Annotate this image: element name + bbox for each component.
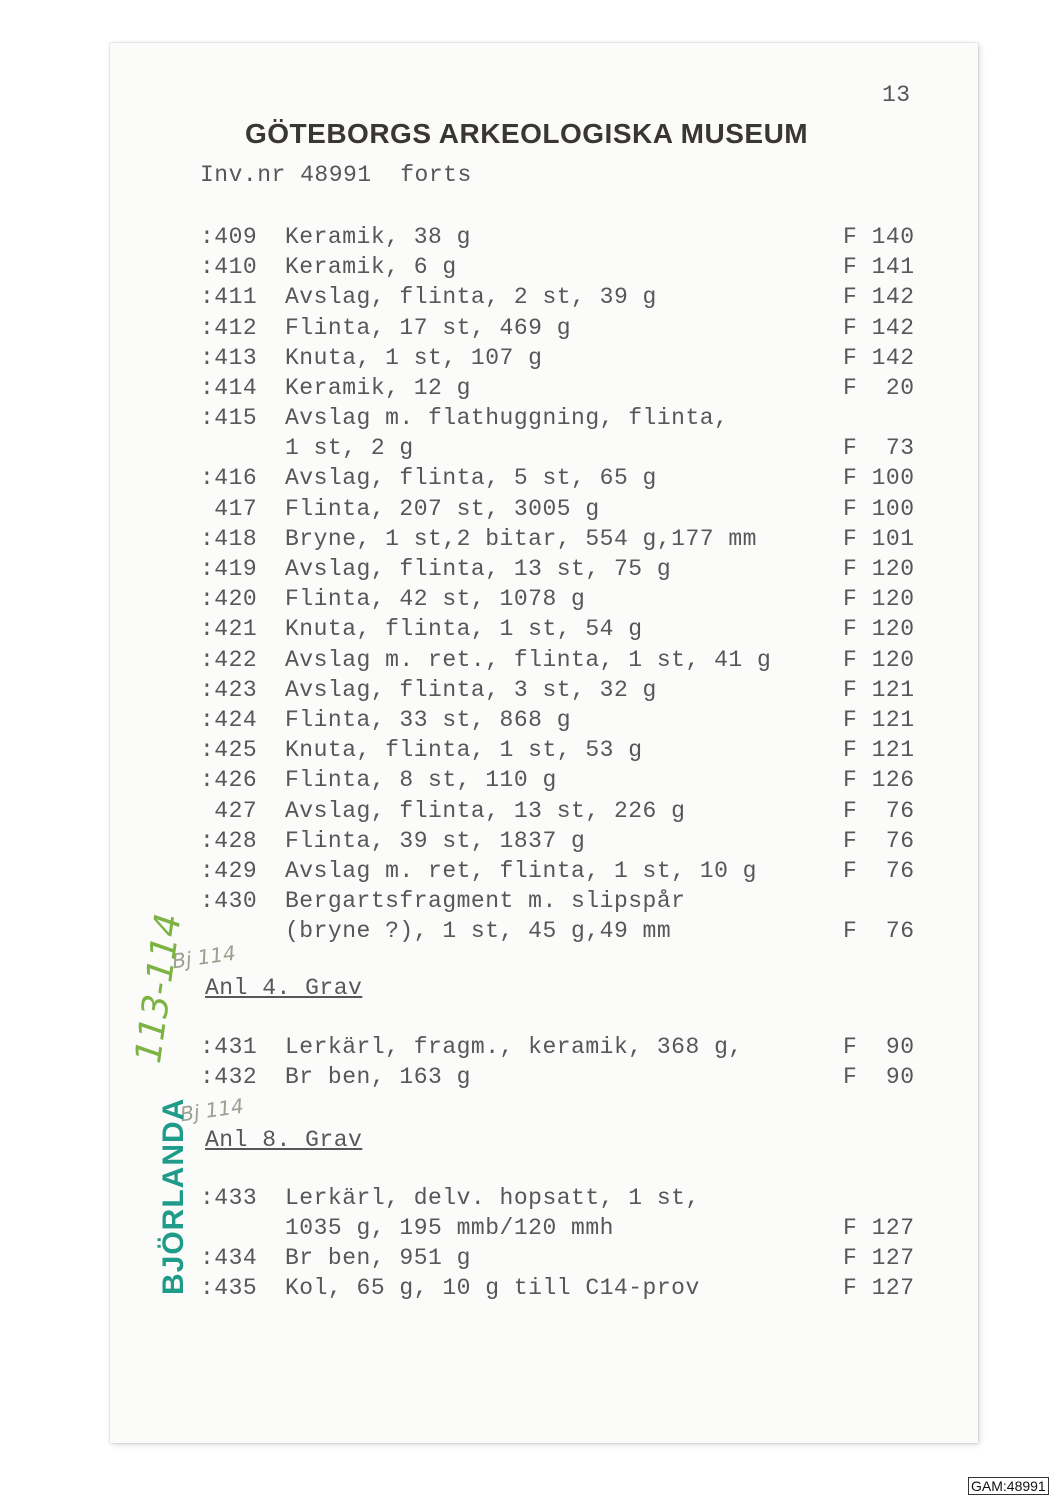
entry-reference: F 126	[843, 767, 915, 794]
entry-number: :421	[200, 616, 258, 643]
inventory-line: Inv.nr 48991 forts	[200, 162, 472, 188]
entry-description: Keramik, 6 g	[285, 254, 457, 281]
entry-description: Avslag m. ret., flinta, 1 st, 41 g	[285, 646, 772, 673]
entry-reference: F 141	[843, 254, 915, 281]
handwritten-note-bj114: Bj 114	[170, 940, 238, 974]
entry-number: 417	[200, 495, 258, 522]
entry-reference: F 142	[843, 314, 915, 341]
entry-number: :426	[200, 767, 258, 794]
location-stamp: BJÖRLANDA	[157, 1097, 190, 1295]
handwritten-note-bj114-2: Bj 114	[178, 1093, 246, 1127]
entry-reference: F 101	[843, 525, 915, 552]
entry-number: :435	[200, 1275, 258, 1302]
entry-description-cont: 1035 g, 195 mmb/120 mmh	[285, 1215, 614, 1241]
entry-number: :409	[200, 224, 258, 250]
entry-number: :423	[200, 676, 258, 703]
entry-reference: F 120	[843, 586, 915, 613]
entry-description: Flinta, 33 st, 868 g	[285, 707, 572, 733]
entry-reference: F 20	[843, 375, 915, 401]
entry-reference: F 127	[843, 1215, 915, 1241]
entry-number: :420	[200, 586, 258, 613]
entry-reference: F 76	[843, 858, 915, 884]
entry-description: Avslag m. ret, flinta, 1 st, 10 g	[285, 858, 757, 884]
entry-reference: F 121	[843, 707, 915, 733]
museum-title: GÖTEBORGS ARKEOLOGISKA MUSEUM	[245, 118, 809, 149]
entry-description: Knuta, 1 st, 107 g	[285, 344, 543, 371]
entry-reference: F 73	[843, 435, 915, 462]
entry-reference: F 140	[843, 224, 915, 250]
entry-number: :416	[200, 465, 258, 492]
entry-description: Avslag, flinta, 13 st, 75 g	[285, 556, 672, 582]
handwritten-range: 113-114	[128, 911, 190, 1066]
entry-description: Keramik, 12 g	[285, 375, 471, 401]
entry-description: Knuta, flinta, 1 st, 53 g	[285, 737, 643, 764]
section-heading-anl4: Anl 4. Grav	[205, 975, 363, 1001]
entry-description: Bryne, 1 st,2 bitar, 554 g,177 mm	[285, 525, 757, 552]
entry-reference: F 90	[843, 1034, 915, 1060]
page-number: 13	[882, 82, 911, 108]
entry-description: Flinta, 42 st, 1078 g	[285, 586, 586, 613]
entry-number: :411	[200, 284, 258, 311]
entry-number: :433	[200, 1185, 258, 1211]
entry-description: Avslag, flinta, 13 st, 226 g	[285, 797, 686, 824]
entry-description: Lerkärl, fragm., keramik, 368 g,	[285, 1034, 743, 1060]
entry-description: Keramik, 38 g	[285, 224, 471, 250]
entry-description: Flinta, 207 st, 3005 g	[285, 495, 600, 522]
catalog-label: GAM:48991	[968, 1477, 1049, 1495]
entry-description-cont: 1 st, 2 g	[285, 435, 414, 462]
entry-number: :434	[200, 1245, 258, 1272]
entry-description: Br ben, 951 g	[285, 1245, 471, 1272]
entry-description: Flinta, 17 st, 469 g	[285, 314, 572, 341]
entry-reference: F 76	[843, 797, 915, 824]
entry-number: 427	[200, 797, 258, 824]
entry-description: Avslag, flinta, 2 st, 39 g	[285, 284, 657, 311]
entry-number: :424	[200, 707, 258, 733]
entry-description-cont: (bryne ?), 1 st, 45 g,49 mm	[285, 918, 672, 945]
entry-reference: F 100	[843, 465, 915, 492]
entry-description: Knuta, flinta, 1 st, 54 g	[285, 616, 643, 643]
entry-description: Kol, 65 g, 10 g till C14-prov	[285, 1275, 700, 1302]
entry-number: :419	[200, 556, 258, 582]
entry-description: Br ben, 163 g	[285, 1064, 471, 1091]
entry-reference: F 76	[843, 827, 915, 854]
entry-number: :428	[200, 827, 258, 854]
entry-reference: F 76	[843, 918, 915, 945]
entry-reference: F 142	[843, 344, 915, 371]
section-heading-anl8: Anl 8. Grav	[205, 1127, 363, 1153]
entry-number: :430	[200, 888, 258, 915]
entry-number: :429	[200, 858, 258, 884]
entry-reference: F 127	[843, 1275, 915, 1302]
entry-reference: F 120	[843, 646, 915, 673]
entry-reference: F 90	[843, 1064, 915, 1091]
entry-description: Flinta, 39 st, 1837 g	[285, 827, 586, 854]
entry-number: :422	[200, 646, 258, 673]
entry-description: Avslag m. flathuggning, flinta,	[285, 405, 729, 432]
entry-description: Lerkärl, delv. hopsatt, 1 st,	[285, 1185, 700, 1211]
entry-reference: F 100	[843, 495, 915, 522]
entry-number: :412	[200, 314, 258, 341]
entry-number: :415	[200, 405, 258, 432]
entry-description: Avslag, flinta, 3 st, 32 g	[285, 676, 657, 703]
entry-number: :432	[200, 1064, 258, 1091]
entry-number: :410	[200, 254, 258, 281]
entry-reference: F 127	[843, 1245, 915, 1272]
entry-number: :414	[200, 375, 258, 401]
entry-number: :425	[200, 737, 258, 764]
entry-reference: F 120	[843, 616, 915, 643]
entry-reference: F 121	[843, 737, 915, 764]
entry-description: Bergartsfragment m. slipspår	[285, 888, 686, 915]
entry-number: :431	[200, 1034, 258, 1060]
entry-reference: F 121	[843, 676, 915, 703]
entry-reference: F 142	[843, 284, 915, 311]
entry-description: Avslag, flinta, 5 st, 65 g	[285, 465, 657, 492]
entry-reference: F 120	[843, 556, 915, 582]
entry-number: :418	[200, 525, 258, 552]
entry-number: :413	[200, 344, 258, 371]
entry-description: Flinta, 8 st, 110 g	[285, 767, 557, 794]
